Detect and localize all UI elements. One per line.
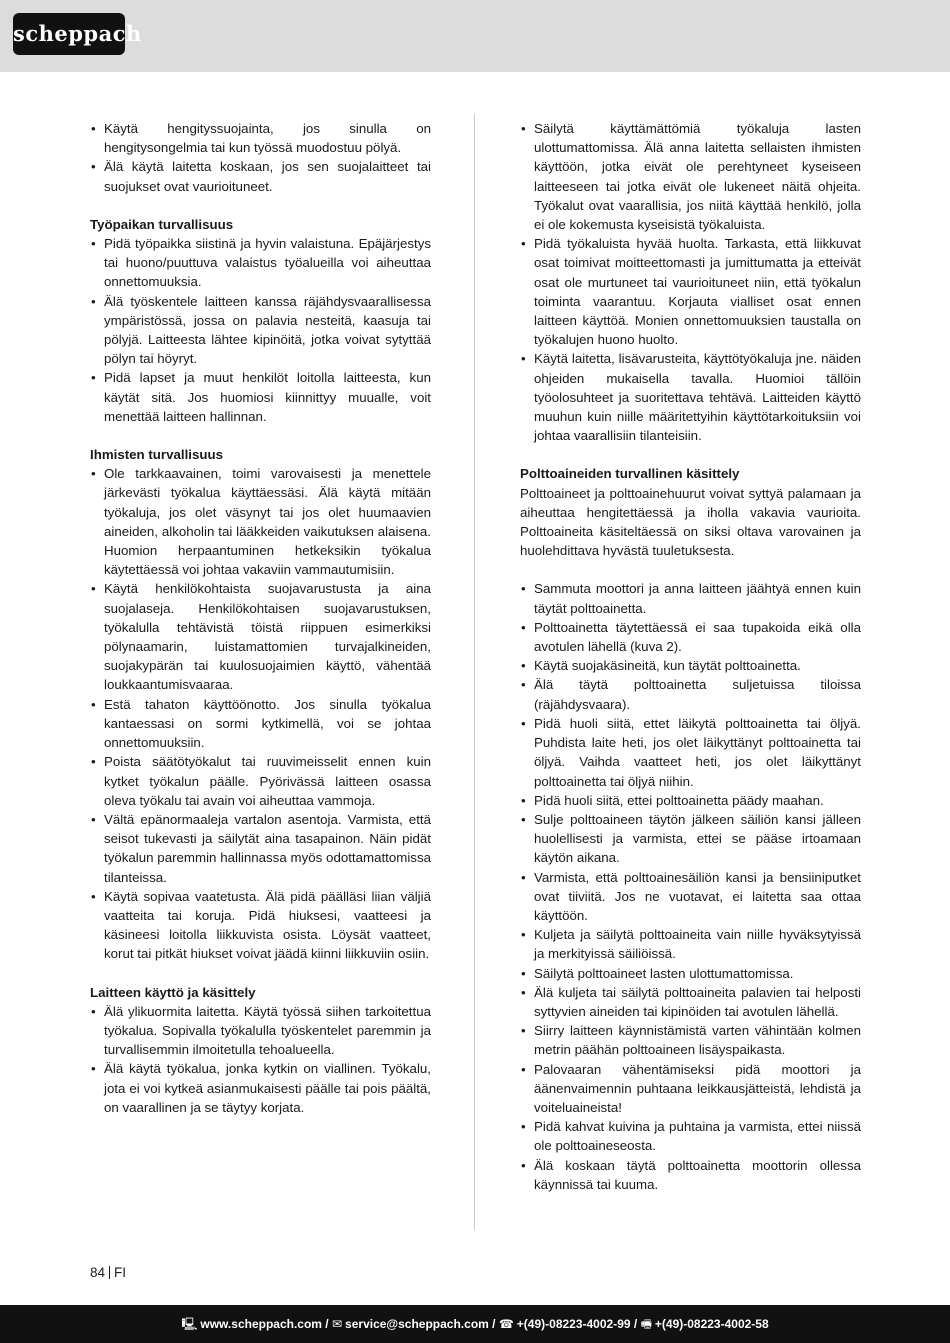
list-item: • Älä kuljeta tai säilytä polttoaineita palavien tai helposti syttyvien aineiden tai kipinöiden tai avotulen lähellä. bbox=[520, 983, 861, 1021]
list-item: • Älä koskaan täytä polttoainetta moottorin ollessa käynnissä tai kuuma. bbox=[520, 1156, 861, 1194]
list-item: • Sulje polttoaineen täytön jälkeen säiliön kansi jälleen huolellisesti ja varmista, ettei se pääse irtoamaan käytön aikana. bbox=[520, 810, 861, 868]
section-heading-personal: Ihmisten turvallisuus bbox=[90, 447, 224, 463]
fuel-list bbox=[520, 579, 861, 1194]
section-heading-fuel: Polttoaineiden turvallinen käsittely bbox=[520, 466, 740, 482]
list-item: • Pidä kahvat kuivina ja puhtaina ja varmista, ettei niissä ole polttoaineseosta. bbox=[520, 1117, 861, 1155]
page-footer bbox=[0, 1305, 950, 1343]
list-item: • Älä ylikuormita laitetta. Käytä työssä siihen tarkoitettua työkalua. Sopivalla työkalulla työskentelet paremmin ja turvallisemmin ilmoitetulla tehoalueella. bbox=[90, 1002, 431, 1060]
page-number bbox=[90, 1264, 126, 1282]
footer-phone: +(49)-08223-4002-99 bbox=[516, 1317, 631, 1331]
list-item: • Pidä huoli siitä, ettei polttoainetta päädy maahan. bbox=[520, 791, 861, 810]
footer-fax: +(49)-08223-4002-58 bbox=[654, 1317, 769, 1331]
footer-separator: / bbox=[630, 1317, 641, 1331]
intro-list-right bbox=[520, 119, 861, 445]
list-item: • Älä täytä polttoainetta suljetuissa tiloissa (räjähdysvaara). bbox=[520, 675, 861, 713]
page-number-separator bbox=[109, 1266, 110, 1279]
list-item: • Säilytä käyttämättömiä työkaluja lasten ulottumattomissa. Älä anna laitetta sellaisten ihmisten käyttöön, jotka eivät ole perehtyneet kyseiseen laitteeseen tai jotka eivät ole lukeneet näitä ohjeita. Työkalut ovat vaarallisia, jos niitä käyttää henkilö, jolla ei ole kokemusta kyseisistä työkaluista. bbox=[520, 119, 861, 234]
list-item: • Käytä laitetta, lisävarusteita, käyttötyökaluja jne. näiden ohjeiden mukaisella tavalla. Huomioi tällöin työolosuhteet ja suoritettava tehtävä. Laitteiden käyttö muuhun kuin niille määritettyihin käyttötarkoituksiin voi johtaa vaarallisiin tilanteisiin. bbox=[520, 349, 861, 445]
fax-icon: 🖷︎ bbox=[640, 1317, 652, 1331]
column-divider bbox=[474, 114, 475, 1230]
list-item: • Vältä epänormaaleja vartalon asentoja. Varmista, että seisot tukevasti ja säilytät aina tasapainon. Näin pidät työkalun paremmin hallinnassa myös odottamattomissa tilanteissa. bbox=[90, 810, 431, 887]
right-column bbox=[520, 119, 861, 1194]
list-item: • Estä tahaton käyttöönotto. Jos sinulla työkalua kantaessasi on sormi kytkimellä, voi se johtaa onnettomuuksiin. bbox=[90, 695, 431, 753]
list-item: • Käytä suojakäsineitä, kun täytät polttoainetta. bbox=[520, 656, 861, 675]
list-item: • Älä käytä työkalua, jonka kytkin on viallinen. Työkalu, jota ei voi kytkeä asianmukaisesti päälle tai pois päältä, on vaarallinen ja se täytyy korjata. bbox=[90, 1059, 431, 1117]
fuel-intro-paragraph: Polttoaineet ja polttoainehuurut voivat syttyä palamaan ja aiheuttaa hengitettäessä ja iholla vakavia vaurioita. Polttoaineita käsiteltäessä on siksi oltava varovainen ja huolehdittava hyvästä tuuletuksesta. bbox=[520, 485, 861, 559]
list-item: • Pidä huoli siitä, ettet läikytä polttoainetta tai öljyä. Puhdista laite heti, jos olet läikyttänyt polttoainetta tai öljyä. Vaihda vaatteet heti, jos olet läikyttänyt polttoainetta tai öljyä niihin. bbox=[520, 714, 861, 791]
page-number-value: 84 bbox=[90, 1265, 106, 1280]
brand-logo: scheppach bbox=[13, 13, 125, 55]
list-item: • Siirry laitteen käynnistämistä varten vähintään kolmen metrin päähän polttoaineen lisäyspaikasta. bbox=[520, 1021, 861, 1059]
list-item: • Pidä työpaikka siistinä ja hyvin valaistuna. Epäjärjestys tai huono/puuttuva valaistus työalueilla voi aiheuttaa onnettomuuksia. bbox=[90, 234, 431, 292]
footer-separator: / bbox=[488, 1317, 499, 1331]
list-item: • Käytä hengityssuojainta, jos sinulla on hengitysongelmia tai kun työssä muodostuu pölyä. bbox=[90, 119, 431, 157]
section-heading-workplace: Työpaikan turvallisuus bbox=[90, 216, 234, 232]
envelope-icon: ✉︎ bbox=[331, 1317, 343, 1331]
list-item: • Käytä sopivaa vaatetusta. Älä pidä päälläsi liian väljiä vaatteita tai koruja. Pidä hiuksesi, vaatteesi ja käsineesi loitolla liikkuvista osista. Löysät vaatteet, korut tai pitkät hiukset voivat jäädä kiinni liikkuviin osiin. bbox=[90, 887, 431, 964]
list-item: • Käytä henkilökohtaista suojavarustusta ja aina suojalaseja. Henkilökohtaisen suojavarustuksen, työkalulla tehtävistä töistä riippuen esimerkiksi pölynaamarin, luistamattomien turvajalkineiden, suojakypärän tai kuulosuojaimien käyttö, vähentää loukkaantumisvaaraa. bbox=[90, 579, 431, 694]
page-header bbox=[0, 0, 950, 72]
telephone-icon: ☎︎ bbox=[498, 1317, 514, 1331]
handling-list bbox=[90, 1002, 431, 1117]
intro-list-left bbox=[90, 119, 431, 196]
section-heading-handling: Laitteen käyttö ja käsittely bbox=[90, 984, 256, 1000]
footer-website: www.scheppach.com bbox=[200, 1317, 322, 1331]
list-item: • Kuljeta ja säilytä polttoaineita vain niille hyväksytyissä ja merkityissä säiliöissä. bbox=[520, 925, 861, 963]
personal-list bbox=[90, 464, 431, 963]
list-item: • Pidä työkaluista hyvää huolta. Tarkasta, että liikkuvat osat toimivat moitteettomasti ja jumittumatta ja etteivät osat ole murtuneet tai vaurioituneet niin, että työkalun toiminta vaarantuu. Korjauta vialliset osat ennen laitteen käyttöä. Monien onnettomuuksien taustalla on työkalujen huono huolto. bbox=[520, 234, 861, 349]
list-item: • Polttoainetta täytettäessä ei saa tupakoida eikä olla avotulen lähellä (kuva 2). bbox=[520, 618, 861, 656]
computer-icon: 🖳︎ bbox=[181, 1317, 198, 1331]
list-item: • Älä käytä laitetta koskaan, jos sen suojalaitteet tai suojukset ovat vaurioituneet. bbox=[90, 157, 431, 195]
list-item: • Palovaaran vähentämiseksi pidä moottori ja äänenvaimennin puhtaana leikkausjätteistä, lehdistä ja voiteluaineista! bbox=[520, 1060, 861, 1118]
list-item: • Pidä lapset ja muut henkilöt loitolla laitteesta, kun käytät sitä. Jos huomiosi kiinnittyy muualle, voit menettää laitteen hallinnan. bbox=[90, 368, 431, 426]
list-item: • Älä työskentele laitteen kanssa räjähdysvaarallisessa ympäristössä, jossa on palavia nesteitä, kaasuja tai pölyjä. Laitteesta lähtee kipinöitä, jotka voivat sytyttää pölyn tai höyryt. bbox=[90, 292, 431, 369]
paragraph-gap bbox=[520, 560, 861, 579]
list-item: • Ole tarkkaavainen, toimi varovaisesti ja menettele järkevästi työkalua käyttäessäsi. Älä käytä mitään työkaluja, jos olet väsynyt tai jos olet huumaavien aineiden, alkoholin tai lääkkeiden vaikutuksen alaisena. Huomion herpaantuminen hetkeksikin työkalua käytettäessä voi johtaa vakaviin vammautumisiin. bbox=[90, 464, 431, 579]
list-item: • Säilytä polttoaineet lasten ulottumattomissa. bbox=[520, 964, 861, 983]
footer-email: service@scheppach.com bbox=[345, 1317, 489, 1331]
list-item: • Poista säätötyökalut tai ruuvimeisselit ennen kuin kytket työkalun päälle. Pyörivässä laitteen osassa oleva työkalu tai avain voi aiheuttaa vammoja. bbox=[90, 752, 431, 810]
list-item: • Sammuta moottori ja anna laitteen jäähtyä ennen kuin täytät polttoainetta. bbox=[520, 579, 861, 617]
left-column bbox=[90, 119, 431, 1117]
list-item: • Varmista, että polttoainesäiliön kansi ja bensiiniputket ovat tiiviitä. Jos ne vuotavat, ei laitetta saa ottaa käyttöön. bbox=[520, 868, 861, 926]
footer-separator: / bbox=[321, 1317, 332, 1331]
page-language: FI bbox=[114, 1265, 127, 1280]
workplace-list bbox=[90, 234, 431, 426]
